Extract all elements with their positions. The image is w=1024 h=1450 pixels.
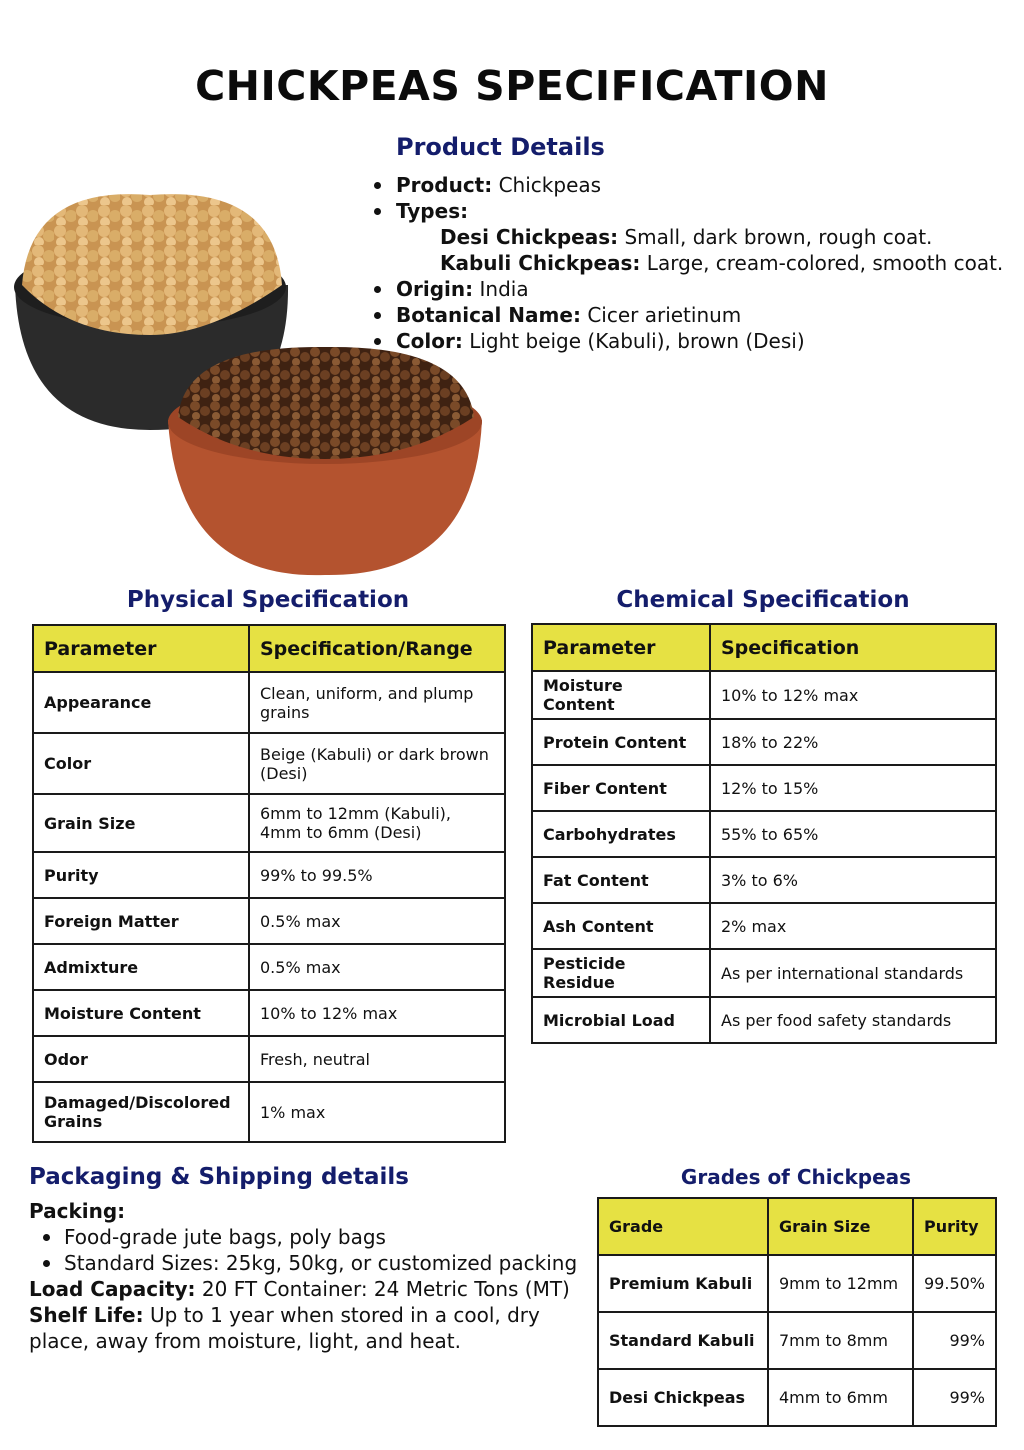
grade-cell: Standard Kabuli <box>598 1312 768 1369</box>
table-row <box>598 1255 996 1312</box>
value-cell: Fresh, neutral <box>249 1036 505 1082</box>
table-header-row <box>33 625 505 672</box>
parameter-cell: Odor <box>33 1036 249 1082</box>
grain-size-cell: 7mm to 8mm <box>768 1312 913 1369</box>
origin-label: Origin: <box>396 277 474 301</box>
value-cell: As per food safety standards <box>710 997 996 1043</box>
clay-bowl <box>168 347 482 575</box>
parameter-cell: Fiber Content <box>532 765 710 811</box>
value-cell: 99% to 99.5% <box>249 852 505 898</box>
purity-cell: 99% <box>913 1312 996 1369</box>
list-item: Standard Sizes: 25kg, 50kg, or customized packing <box>29 1250 599 1276</box>
value-cell: 10% to 12% max <box>710 671 996 719</box>
parameter-cell: Appearance <box>33 672 249 733</box>
column-header: Parameter <box>532 624 710 671</box>
botanical-value: Cicer arietinum <box>587 303 742 327</box>
parameter-cell: Carbohydrates <box>532 811 710 857</box>
column-header: Grain Size <box>768 1198 913 1255</box>
page-title: CHICKPEAS SPECIFICATION <box>195 62 829 110</box>
product-value: Chickpeas <box>498 173 602 197</box>
value-cell: Beige (Kabuli) or dark brown (Desi) <box>249 733 505 794</box>
table-row <box>33 1036 505 1082</box>
parameter-cell: Fat Content <box>532 857 710 903</box>
value-cell: Clean, uniform, and plump grains <box>249 672 505 733</box>
chickpea-bowls-image <box>10 185 490 585</box>
table-row <box>33 944 505 990</box>
value-cell: 55% to 65% <box>710 811 996 857</box>
value-cell: 10% to 12% max <box>249 990 505 1036</box>
desi-value: Small, dark brown, rough coat. <box>624 225 933 249</box>
table-row <box>532 719 996 765</box>
parameter-cell: Foreign Matter <box>33 898 249 944</box>
parameter-cell: Color <box>33 733 249 794</box>
table-row <box>532 765 996 811</box>
column-header: Purity <box>913 1198 996 1255</box>
table-row <box>598 1312 996 1369</box>
parameter-cell: Grain Size <box>33 794 249 852</box>
parameter-cell: Damaged/Discolored Grains <box>33 1082 249 1142</box>
grades-heading: Grades of Chickpeas <box>680 1165 912 1189</box>
value-cell: As per international standards <box>710 949 996 997</box>
color-label: Color: <box>396 329 463 353</box>
table-row <box>33 898 505 944</box>
table-row <box>532 857 996 903</box>
parameter-cell: Moisture Content <box>532 671 710 719</box>
purity-cell: 99% <box>913 1369 996 1426</box>
grades-table <box>597 1197 997 1427</box>
table-row <box>33 672 505 733</box>
grade-cell: Desi Chickpeas <box>598 1369 768 1426</box>
parameter-cell: Pesticide Residue <box>532 949 710 997</box>
load-capacity-label: Load Capacity: <box>29 1277 196 1301</box>
table-row <box>532 671 996 719</box>
table-row <box>33 794 505 852</box>
botanical-label: Botanical Name: <box>396 303 581 327</box>
table-header-row <box>532 624 996 671</box>
packing-label: Packing: <box>29 1199 126 1223</box>
chemical-spec-table <box>531 623 997 1044</box>
table-row <box>532 997 996 1043</box>
table-header-row <box>598 1198 996 1255</box>
column-header: Specification/Range <box>249 625 505 672</box>
parameter-cell: Purity <box>33 852 249 898</box>
table-row <box>33 990 505 1036</box>
packaging-heading: Packaging & Shipping details <box>29 1164 409 1190</box>
parameter-cell: Protein Content <box>532 719 710 765</box>
grain-size-cell: 9mm to 12mm <box>768 1255 913 1312</box>
kabuli-value: Large, cream-colored, smooth coat. <box>646 251 1004 275</box>
column-header: Specification <box>710 624 996 671</box>
purity-cell: 99.50% <box>913 1255 996 1312</box>
shelf-life-value: Up to 1 year when stored in a cool, dry place, away from moisture, light, and heat. <box>29 1303 540 1353</box>
kabuli-label: Kabuli Chickpeas: <box>440 251 641 275</box>
shelf-life-label: Shelf Life: <box>29 1303 144 1327</box>
parameter-cell: Moisture Content <box>33 990 249 1036</box>
value-cell: 0.5% max <box>249 898 505 944</box>
physical-spec-table <box>32 624 506 1143</box>
table-row <box>532 903 996 949</box>
value-cell: 3% to 6% <box>710 857 996 903</box>
product-details-heading: Product Details <box>396 133 605 161</box>
product-label: Product: <box>396 173 493 197</box>
chemical-spec-heading: Chemical Specification <box>616 587 910 613</box>
table-row <box>33 733 505 794</box>
column-header: Grade <box>598 1198 768 1255</box>
grain-size-cell: 4mm to 6mm <box>768 1369 913 1426</box>
value-cell: 18% to 22% <box>710 719 996 765</box>
load-capacity-value: 20 FT Container: 24 Metric Tons (MT) <box>201 1277 570 1301</box>
value-cell: 6mm to 12mm (Kabuli), 4mm to 6mm (Desi) <box>249 794 505 852</box>
table-row <box>33 1082 505 1142</box>
physical-spec-heading: Physical Specification <box>126 587 410 613</box>
column-header: Parameter <box>33 625 249 672</box>
value-cell: 2% max <box>710 903 996 949</box>
origin-value: India <box>479 277 529 301</box>
table-row <box>33 852 505 898</box>
types-label: Types: <box>396 199 469 223</box>
packing-list <box>29 1224 599 1276</box>
parameter-cell: Admixture <box>33 944 249 990</box>
packaging-details <box>29 1198 599 1354</box>
value-cell: 0.5% max <box>249 944 505 990</box>
value-cell: 12% to 15% <box>710 765 996 811</box>
desi-label: Desi Chickpeas: <box>440 225 619 249</box>
color-value: Light beige (Kabuli), brown (Desi) <box>469 329 805 353</box>
grade-cell: Premium Kabuli <box>598 1255 768 1312</box>
table-row <box>532 949 996 997</box>
parameter-cell: Microbial Load <box>532 997 710 1043</box>
list-item: Food-grade jute bags, poly bags <box>29 1224 599 1250</box>
table-row <box>598 1369 996 1426</box>
value-cell: 1% max <box>249 1082 505 1142</box>
parameter-cell: Ash Content <box>532 903 710 949</box>
table-row <box>532 811 996 857</box>
